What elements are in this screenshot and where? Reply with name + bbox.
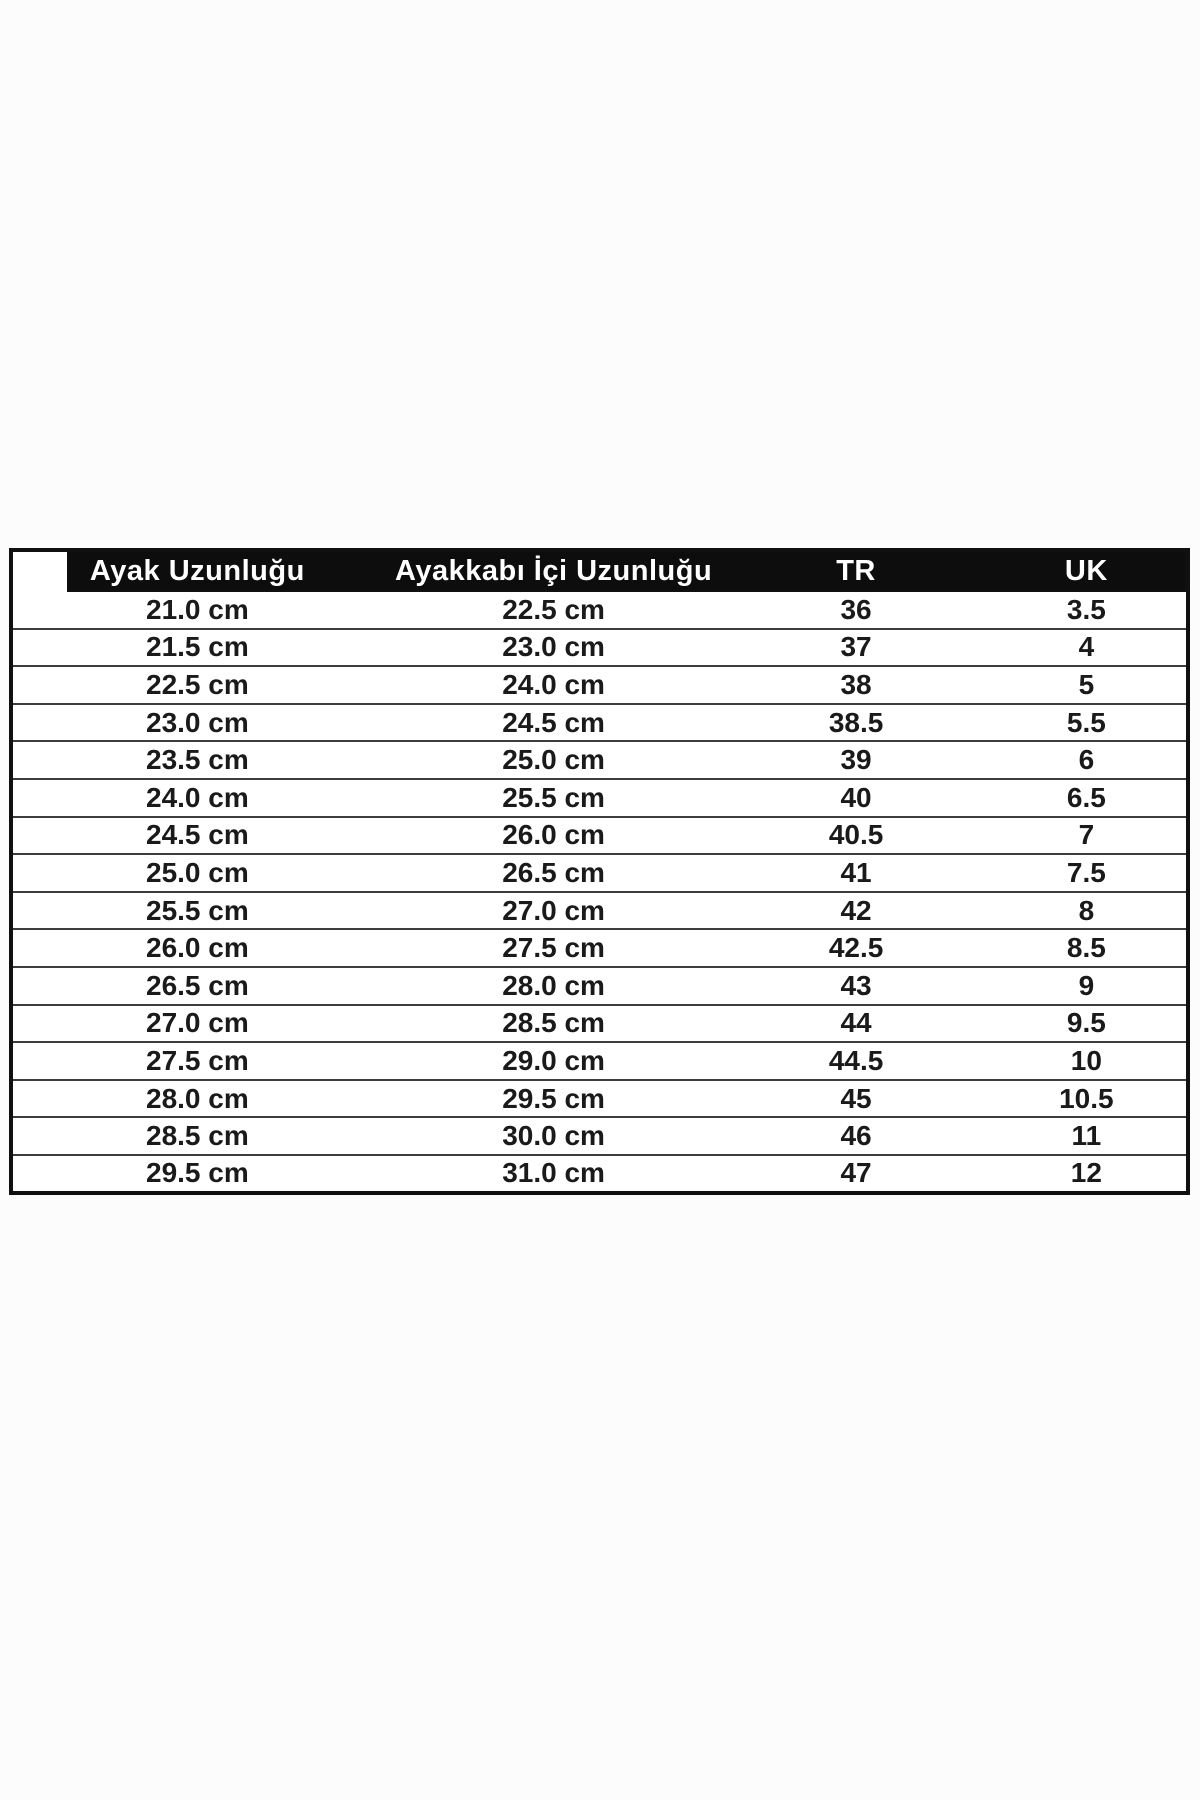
table-cell-uk-size: 10 bbox=[987, 1042, 1188, 1080]
table-cell-foot-length: 28.5 cm bbox=[11, 1117, 382, 1155]
table-cell-foot-length: 28.0 cm bbox=[11, 1080, 382, 1118]
table-cell-shoe-inner-length: 28.0 cm bbox=[382, 967, 726, 1005]
column-header-foot-length: Ayak Uzunluğu bbox=[11, 550, 382, 591]
table-cell-shoe-inner-length: 27.0 cm bbox=[382, 892, 726, 930]
table-cell-foot-length: 23.0 cm bbox=[11, 704, 382, 742]
table-cell-shoe-inner-length: 26.5 cm bbox=[382, 854, 726, 892]
table-cell-uk-size: 6.5 bbox=[987, 779, 1188, 817]
size-chart-head bbox=[11, 550, 1188, 591]
table-cell-tr-size: 44.5 bbox=[725, 1042, 986, 1080]
table-cell-tr-size: 45 bbox=[725, 1080, 986, 1118]
table-cell-tr-size: 38.5 bbox=[725, 704, 986, 742]
table-cell-shoe-inner-length: 24.0 cm bbox=[382, 666, 726, 704]
column-header-shoe-inner-length: Ayakkabı İçi Uzunluğu bbox=[382, 550, 726, 591]
table-cell-shoe-inner-length: 29.5 cm bbox=[382, 1080, 726, 1118]
table-cell-uk-size: 7.5 bbox=[987, 854, 1188, 892]
table-cell-tr-size: 41 bbox=[725, 854, 986, 892]
table-cell-uk-size: 9.5 bbox=[987, 1005, 1188, 1043]
table-cell-uk-size: 7 bbox=[987, 817, 1188, 855]
table-cell-uk-size: 6 bbox=[987, 741, 1188, 779]
table-row bbox=[11, 929, 1188, 967]
table-row bbox=[11, 1155, 1188, 1193]
table-cell-foot-length: 25.0 cm bbox=[11, 854, 382, 892]
table-cell-tr-size: 40.5 bbox=[725, 817, 986, 855]
size-chart-table bbox=[9, 548, 1190, 1195]
table-row bbox=[11, 591, 1188, 629]
table-cell-shoe-inner-length: 27.5 cm bbox=[382, 929, 726, 967]
table-cell-foot-length: 26.0 cm bbox=[11, 929, 382, 967]
table-cell-foot-length: 21.5 cm bbox=[11, 629, 382, 667]
table-cell-shoe-inner-length: 28.5 cm bbox=[382, 1005, 726, 1043]
table-cell-shoe-inner-length: 24.5 cm bbox=[382, 704, 726, 742]
table-cell-uk-size: 5.5 bbox=[987, 704, 1188, 742]
table-cell-foot-length: 27.0 cm bbox=[11, 1005, 382, 1043]
table-cell-tr-size: 46 bbox=[725, 1117, 986, 1155]
table-cell-tr-size: 39 bbox=[725, 741, 986, 779]
table-cell-foot-length: 23.5 cm bbox=[11, 741, 382, 779]
table-row bbox=[11, 704, 1188, 742]
table-row bbox=[11, 1080, 1188, 1118]
table-cell-shoe-inner-length: 25.0 cm bbox=[382, 741, 726, 779]
table-cell-uk-size: 8.5 bbox=[987, 929, 1188, 967]
table-cell-uk-size: 3.5 bbox=[987, 591, 1188, 629]
table-row bbox=[11, 967, 1188, 1005]
table-row bbox=[11, 779, 1188, 817]
table-cell-tr-size: 40 bbox=[725, 779, 986, 817]
header-row bbox=[11, 550, 1188, 591]
table-cell-uk-size: 8 bbox=[987, 892, 1188, 930]
table-row bbox=[11, 629, 1188, 667]
table-cell-uk-size: 12 bbox=[1070, 1157, 1102, 1189]
table-cell-shoe-inner-length: 23.0 cm bbox=[382, 629, 726, 667]
table-cell-uk-size: 11 bbox=[987, 1117, 1188, 1155]
table-cell-shoe-inner-length: 26.0 cm bbox=[382, 817, 726, 855]
table-cell-tr-size: 37 bbox=[725, 629, 986, 667]
table-row bbox=[11, 854, 1188, 892]
table-cell-uk-size: 9 bbox=[987, 967, 1188, 1005]
column-header-tr-size: TR bbox=[725, 550, 986, 591]
table-cell-foot-length: 24.0 cm bbox=[11, 779, 382, 817]
table-cell-tr-size: 42 bbox=[725, 892, 986, 930]
table-cell-uk-size: 10.5 bbox=[987, 1080, 1188, 1118]
table-row bbox=[11, 666, 1188, 704]
table-cell-foot-length: 22.5 cm bbox=[11, 666, 382, 704]
table-row bbox=[11, 1117, 1188, 1155]
table-row bbox=[11, 1005, 1188, 1043]
table-row bbox=[11, 817, 1188, 855]
table-cell-tr-size: 36 bbox=[725, 591, 986, 629]
table-cell-foot-length: 29.5 cm bbox=[146, 1157, 249, 1189]
size-chart-container bbox=[9, 548, 1190, 1195]
table-cell-foot-length: 24.5 cm bbox=[11, 817, 382, 855]
table-cell-uk-size: 5 bbox=[987, 666, 1188, 704]
table-cell-tr-size: 43 bbox=[725, 967, 986, 1005]
table-cell-tr-size: 42.5 bbox=[725, 929, 986, 967]
table-cell-foot-length: 25.5 cm bbox=[11, 892, 382, 930]
table-cell-foot-length: 27.5 cm bbox=[11, 1042, 382, 1080]
size-chart-body bbox=[11, 591, 1188, 1193]
table-cell-uk-size: 4 bbox=[987, 629, 1188, 667]
table-row bbox=[11, 741, 1188, 779]
table-cell-foot-length: 26.5 cm bbox=[11, 967, 382, 1005]
table-row bbox=[11, 1042, 1188, 1080]
table-cell-shoe-inner-length: 30.0 cm bbox=[382, 1117, 726, 1155]
table-cell-shoe-inner-length: 22.5 cm bbox=[382, 591, 726, 629]
table-cell-tr-size: 47 bbox=[840, 1157, 872, 1189]
table-cell-shoe-inner-length: 31.0 cm bbox=[502, 1157, 605, 1189]
table-cell-foot-length: 21.0 cm bbox=[11, 591, 382, 629]
table-row bbox=[11, 892, 1188, 930]
table-cell-tr-size: 38 bbox=[725, 666, 986, 704]
table-cell-tr-size: 44 bbox=[725, 1005, 986, 1043]
table-cell-shoe-inner-length: 29.0 cm bbox=[382, 1042, 726, 1080]
table-cell-shoe-inner-length: 25.5 cm bbox=[382, 779, 726, 817]
column-header-uk-size: UK bbox=[987, 550, 1188, 591]
